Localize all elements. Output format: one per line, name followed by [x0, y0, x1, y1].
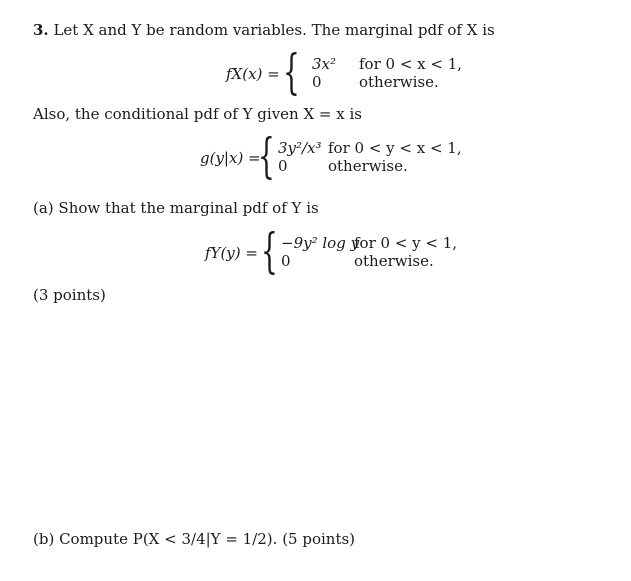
conditional-equation [200, 128, 480, 184]
marginal-x-lhs: fX(x) = [226, 65, 280, 83]
conditional-case2-cond: otherwise. [328, 157, 408, 175]
marginal-y-case1-cond: for 0 < y < 1, [354, 234, 458, 252]
marginal-y-lhs: fY(y) = [205, 244, 258, 262]
marginal-x-case1-expr: 3x² [312, 55, 337, 73]
part-a-points: (3 points) [33, 286, 106, 304]
marginal-y-case2-cond: otherwise. [354, 252, 434, 270]
part-a-text: (a) Show that the marginal pdf of Y is [33, 199, 319, 217]
left-brace-icon: { [283, 44, 300, 100]
conditional-case1-cond: for 0 < y < x < 1, [328, 139, 462, 157]
conditional-case2-expr: 0 [278, 157, 288, 175]
problem-intro [33, 21, 495, 39]
marginal-x-case2-expr: 0 [312, 73, 322, 91]
problem-intro-text: Let X and Y be random variables. The marginal pdf of X is [53, 21, 495, 39]
part-b-text: (b) Compute P(X < 3/4|Y = 1/2). (5 points) [33, 530, 356, 548]
conditional-lhs: g(y|x) = [200, 149, 261, 167]
left-brace-icon: { [258, 128, 275, 184]
conditional-case1-expr: 3y²/x³ [278, 139, 322, 157]
problem-number: 3. [33, 21, 49, 39]
marginal-y-case1-expr: −9y² log y [281, 234, 360, 252]
marginal-y-case2-expr: 0 [281, 252, 291, 270]
marginal-x-case2-cond: otherwise. [359, 73, 439, 91]
marginal-y-equation [205, 223, 475, 279]
left-brace-icon: { [261, 223, 278, 279]
conditional-intro: Also, the conditional pdf of Y given X = x is [33, 105, 362, 123]
marginal-x-equation [226, 44, 486, 100]
marginal-x-case1-cond: for 0 < x < 1, [359, 55, 463, 73]
